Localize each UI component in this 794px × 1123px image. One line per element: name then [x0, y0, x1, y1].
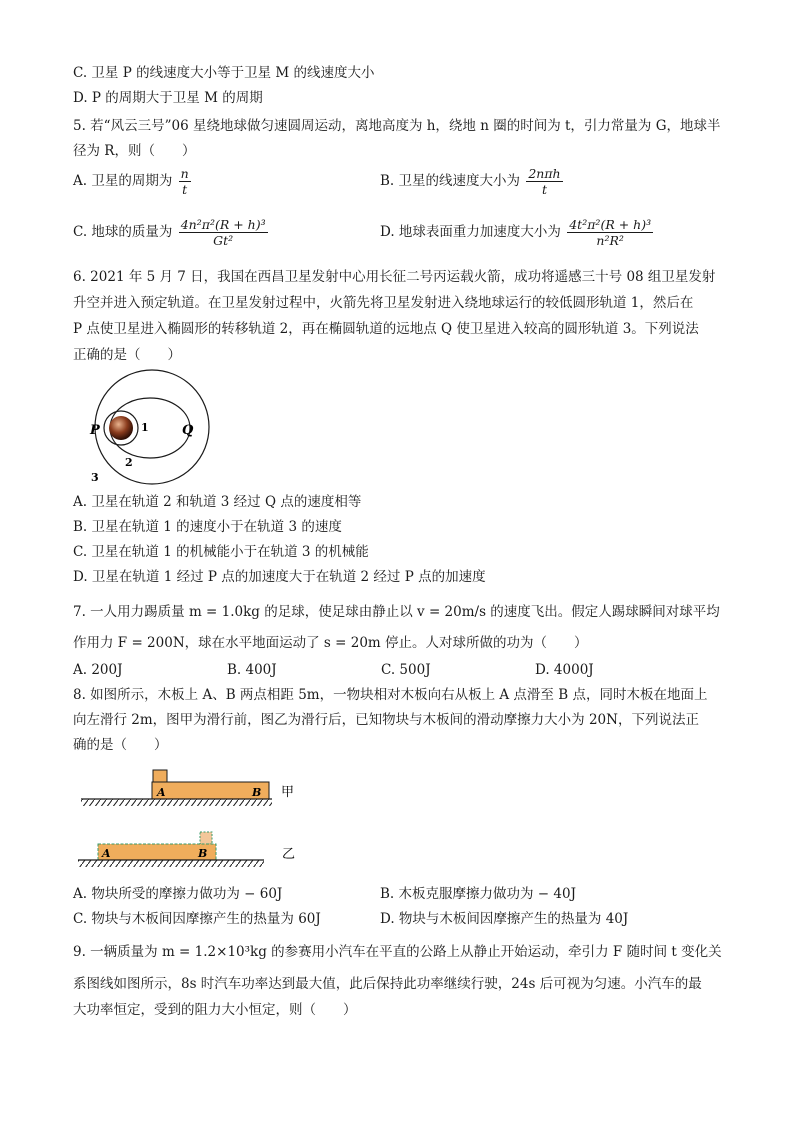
label-orbit-1: 1 — [141, 421, 149, 434]
q5-option-c-denominator: Gt² — [213, 233, 234, 248]
q6-option-b: B. 卫星在轨道 1 的速度小于在轨道 3 的速度 — [73, 519, 342, 535]
q6-option-d: D. 卫星在轨道 1 经过 P 点的加速度大于在轨道 2 经过 P 点的加速度 — [73, 569, 486, 585]
label-a-yi: A — [102, 847, 111, 860]
q5-option-d-numerator: 4t²π²(R + h)³ — [569, 217, 652, 232]
label-p: P — [90, 423, 100, 438]
figure-jia — [81, 770, 294, 806]
label-jia: 甲 — [281, 785, 295, 800]
q8-stem-line-3: 确的是（ ） — [73, 737, 168, 753]
q5-option-a-text: A. 卫星的周期为 — [73, 173, 173, 189]
q5-option-a-fraction — [179, 166, 191, 197]
block-before — [153, 770, 167, 782]
label-b-yi: B — [198, 847, 208, 860]
q6-stem-line-3: P 点使卫星进入椭圆形的转移轨道 2，再在椭圆轨道的远地点 Q 使卫星进入较高的圆形轨道 3。下列说法 — [73, 321, 699, 337]
q5-option-b-denominator: t — [541, 182, 547, 197]
q5-option-c — [73, 217, 270, 248]
q9-stem-line-3: 大功率恒定，受到的阻力大小恒定，则（ ） — [73, 1002, 357, 1018]
q5-option-d-denominator: n²R² — [596, 233, 624, 248]
block-after — [200, 832, 212, 844]
q6-option-a: A. 卫星在轨道 2 和轨道 3 经过 Q 点的速度相等 — [73, 494, 362, 510]
q7-stem-line-2: 作用力 F = 200N，球在水平地面运动了 s = 20m 停止。人对球所做的功为（ ） — [73, 635, 588, 651]
q9-stem-line-2: 系图线如图所示，8s 时汽车功率达到最大值，此后保持此功率继续行驶，24s 后可视为匀速。小汽车的最 — [73, 976, 702, 992]
q5-option-b — [380, 166, 565, 197]
q5-option-d-text: D. 地球表面重力加速度大小为 — [380, 224, 561, 240]
ground-hatch-jia — [81, 799, 272, 806]
label-a-jia: A — [157, 786, 166, 799]
q8-stem-line-2: 向左滑行 2m，图甲为滑行前，图乙为滑行后，已知物块与木板间的滑动摩擦力大小为 20N，下列说法正 — [73, 712, 699, 728]
q8-option-d: D. 物块与木板间因摩擦产生的热量为 40J — [380, 911, 629, 927]
q6-option-c: C. 卫星在轨道 1 的机械能小于在轨道 3 的机械能 — [73, 544, 369, 560]
q4-option-d: D. P 的周期大于卫星 M 的周期 — [73, 90, 263, 106]
q5-option-b-fraction — [526, 166, 562, 197]
q5-option-a — [73, 166, 193, 197]
q6-stem-line-4: 正确的是（ ） — [73, 347, 181, 363]
q4-option-c: C. 卫星 P 的线速度大小等于卫星 M 的线速度大小 — [73, 65, 375, 81]
q7-option-b: B. 400J — [227, 662, 277, 678]
q7-option-d: D. 4000J — [535, 662, 594, 678]
figure-yi — [78, 832, 295, 867]
q5-option-a-denominator: t — [182, 182, 188, 197]
q5-option-b-text: B. 卫星的线速度大小为 — [380, 173, 521, 189]
label-b-jia: B — [252, 786, 262, 799]
q6-stem-line-2: 升空并进入预定轨道。在卫星发射过程中，火箭先将卫星发射进入绕地球运行的较低圆形轨道 1，然后在 — [73, 295, 694, 311]
earth-icon — [109, 416, 133, 440]
q7-option-c: C. 500J — [381, 662, 431, 678]
orbit-diagram — [80, 368, 230, 486]
q5-option-a-numerator: n — [180, 166, 189, 181]
q9-stem-line-1: 9. 一辆质量为 m = 1.2×10³kg 的参赛用小汽车在平直的公路上从静止开始运动，牵引力 F 随时间 t 变化关 — [73, 944, 722, 960]
q7-option-a: A. 200J — [73, 662, 123, 678]
q5-stem: 5. 若“风云三号”06 星绕地球做匀速圆周运动，离地高度为 h，绕地 n 圈的时间为 t，引力常量为 G，地球半径为 R，则（ ） — [73, 118, 721, 159]
q5-option-c-text: C. 地球的质量为 — [73, 224, 173, 240]
label-orbit-2: 2 — [125, 456, 133, 469]
q8-option-c: C. 物块与木板间因摩擦产生的热量为 60J — [73, 911, 321, 927]
label-yi: 乙 — [282, 847, 296, 862]
label-orbit-3: 3 — [91, 471, 99, 484]
q7-stem-line-1: 7. 一人用力踢质量 m = 1.0kg 的足球，使足球由静止以 v = 20m/s 的速度飞出。假定人踢球瞬间对球平均 — [73, 604, 720, 620]
board-diagram — [76, 760, 306, 872]
q8-option-a: A. 物块所受的摩擦力做功为 − 60J — [73, 886, 283, 902]
q8-option-b: B. 木板克服摩擦力做功为 − 40J — [380, 886, 576, 902]
q5-option-b-numerator: 2nπh — [528, 166, 561, 181]
q5-option-d-fraction — [567, 217, 653, 248]
q8-stem-line-1: 8. 如图所示，木板上 A、B 两点相距 5m，一物块相对木板向右从板上 A 点滑至 B 点，同时木板在地面上 — [73, 687, 708, 703]
label-q: Q — [182, 423, 194, 438]
q5-option-c-numerator: 4n²π²(R + h)³ — [180, 217, 266, 232]
ground-hatch-yi — [78, 860, 264, 867]
q6-stem-line-1: 6. 2021 年 5 月 7 日，我国在西昌卫星发射中心用长征二号丙运载火箭，成功将遥感三十号 08 组卫星发射 — [73, 269, 716, 285]
q5-option-c-fraction — [179, 217, 268, 248]
q5-option-d — [380, 217, 655, 248]
